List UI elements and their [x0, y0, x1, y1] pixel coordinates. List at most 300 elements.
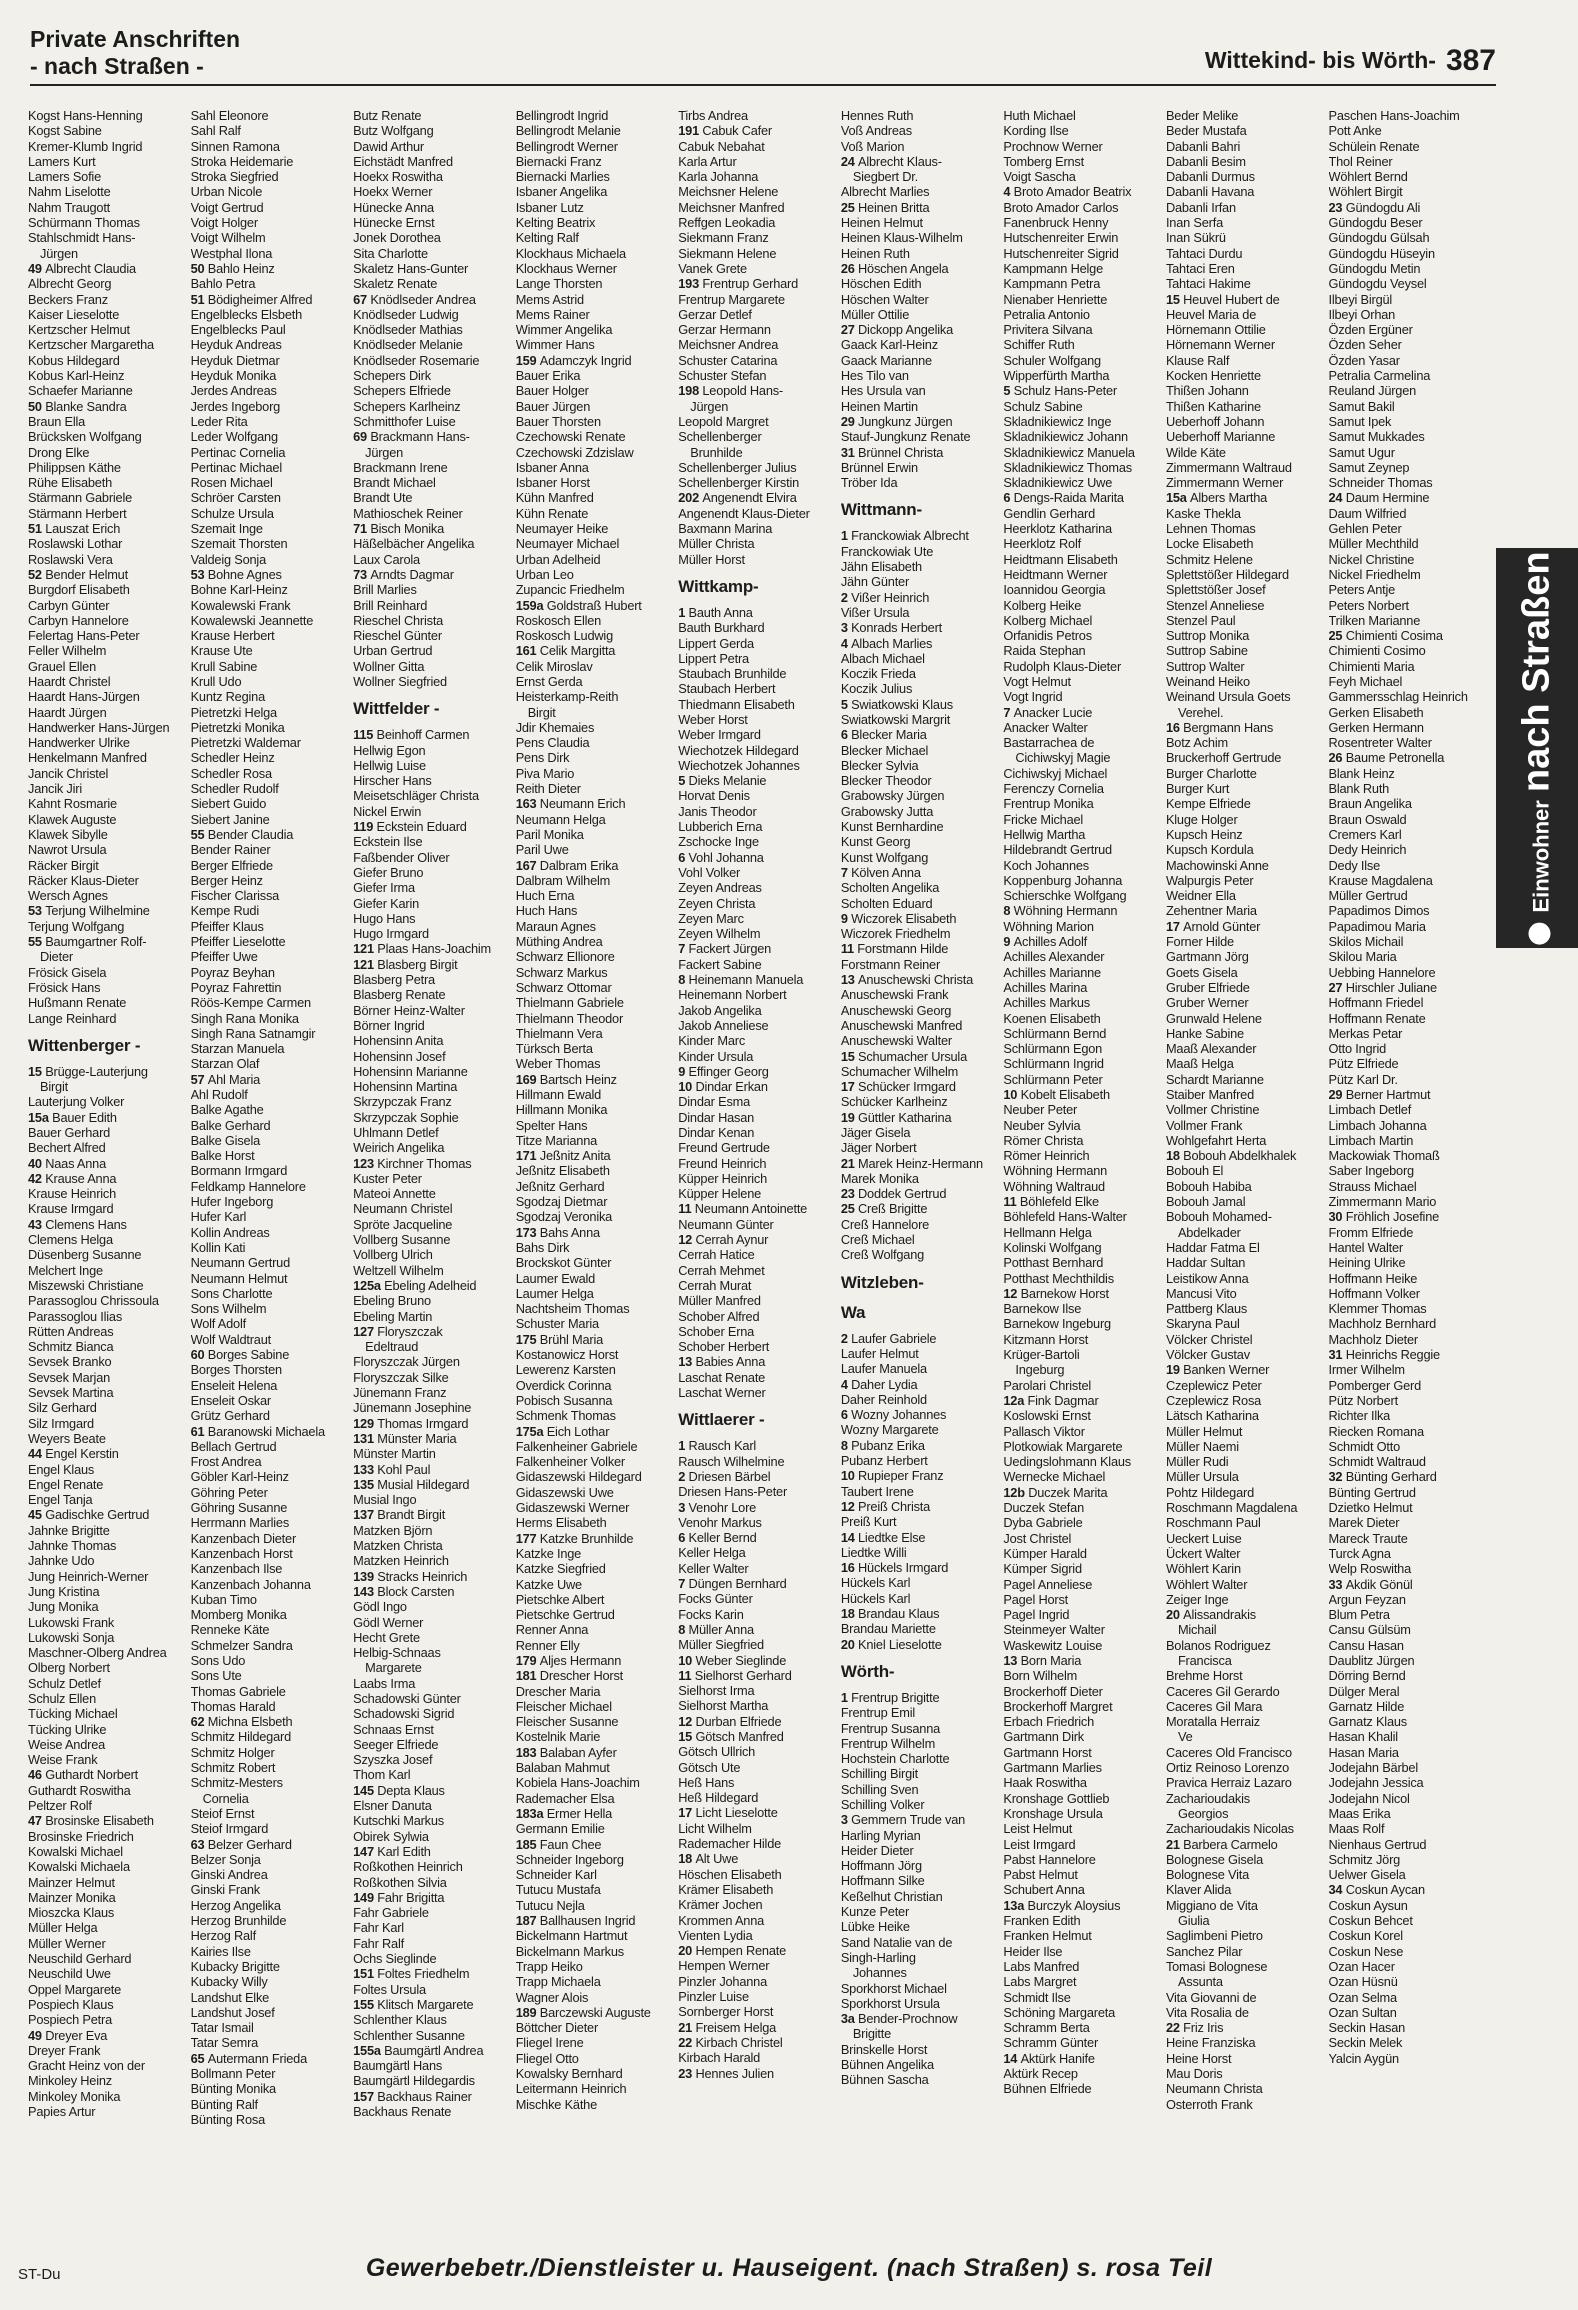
- resident-entry: Achilles Marianne: [1003, 964, 1101, 980]
- resident-entry: Inan Serfa: [1165, 215, 1223, 231]
- resident-entry: 57 Ahl Maria: [190, 1071, 261, 1087]
- resident-entry: Skladnikiewicz Inge: [1003, 413, 1112, 429]
- resident-entry: Maas Erika: [1328, 1805, 1391, 1821]
- resident-entry: Janis Theodor: [678, 803, 757, 819]
- resident-entry: Völcker Christel: [1165, 1331, 1253, 1347]
- resident-entry: Zacharioudakis Nicolas: [1165, 1821, 1294, 1837]
- house-number: 121: [353, 941, 378, 957]
- house-number: 157: [353, 2088, 378, 2104]
- resident-entry: Goets Gisela: [1165, 964, 1238, 980]
- resident-entry: 12 Cerrah Aynur: [678, 1232, 769, 1248]
- resident-entry: Dzietko Helmut: [1328, 1500, 1413, 1516]
- resident-entry: Mischke Käthe: [515, 2096, 598, 2112]
- resident-entry: Böttcher Dieter: [515, 2020, 599, 2036]
- directory-column: [191, 108, 351, 2168]
- resident-entry: Burger Charlotte: [1165, 765, 1257, 781]
- resident-entry: Rosen Michael: [190, 475, 273, 491]
- house-number: 63: [190, 1836, 208, 1852]
- resident-entry: Thielmann Gabriele: [515, 995, 624, 1011]
- resident-entry: Pohtz Hildegard: [1165, 1484, 1254, 1500]
- resident-entry: 23 Doddek Gertrud: [840, 1186, 947, 1202]
- house-number: 31: [840, 444, 859, 460]
- resident-entry: Jähn Günter: [840, 574, 910, 590]
- resident-entry: Knödlseder Mathias: [353, 322, 463, 338]
- house-number: 24: [840, 153, 859, 169]
- resident-entry: Mainzer Monika: [28, 1889, 116, 1905]
- resident-entry: 10 Dindar Erkan: [678, 1079, 768, 1095]
- resident-entry: 55 Bender Claudia: [190, 826, 294, 842]
- resident-entry: Jähn Elisabeth: [840, 559, 922, 575]
- resident-entry: Müller Helga: [28, 1920, 98, 1936]
- resident-entry: Francisca: [1177, 1652, 1232, 1668]
- resident-entry: Höschen Elisabeth: [678, 1866, 782, 1882]
- resident-entry: Pfeiffer Klaus: [190, 918, 264, 934]
- resident-entry: Ferenczy Cornelia: [1003, 781, 1104, 797]
- resident-entry: Paril Uwe: [515, 842, 569, 858]
- resident-entry: Gartmann Dirk: [1003, 1729, 1084, 1745]
- resident-entry: Pubanz Herbert: [840, 1453, 928, 1469]
- resident-entry: Brill Marlies: [353, 582, 417, 598]
- resident-entry: Haardt Jürgen: [28, 704, 107, 720]
- resident-entry: Anuschewski Frank: [840, 987, 949, 1003]
- house-number: 161: [515, 643, 540, 659]
- resident-entry: Kühn Renate: [515, 505, 589, 521]
- resident-entry: Suttrop Walter: [1165, 658, 1245, 674]
- resident-entry: Hoffmann Jörg: [840, 1858, 922, 1874]
- resident-entry: Leistikow Anna: [1165, 1270, 1249, 1286]
- resident-entry: 161 Celik Margitta: [515, 643, 616, 659]
- resident-entry: Schneider Ingeborg: [515, 1851, 624, 1867]
- resident-entry: Ueckert Luise: [1165, 1530, 1242, 1546]
- resident-entry: Mioszcka Klaus: [28, 1905, 115, 1921]
- resident-entry: Raida Stephan: [1003, 643, 1086, 659]
- resident-entry: Braun Oswald: [1328, 811, 1407, 827]
- house-number: 46: [28, 1767, 46, 1783]
- resident-entry: Kubacky Willy: [190, 1974, 268, 1990]
- resident-entry: 125a Ebeling Adelheid: [353, 1277, 477, 1293]
- resident-entry: Voigt Holger: [190, 215, 258, 231]
- street-heading: Wittfelder -: [353, 699, 440, 719]
- resident-entry: Schaefer Marianne: [28, 383, 133, 399]
- resident-entry: Matzken Björn: [353, 1522, 433, 1538]
- bullet-icon: [1529, 923, 1551, 945]
- resident-entry: Rudolph Klaus-Dieter: [1003, 658, 1122, 674]
- resident-entry: 21 Freisem Helga: [678, 2019, 777, 2035]
- resident-entry: Nickel Erwin: [353, 803, 422, 819]
- house-number: 7: [1003, 704, 1014, 720]
- resident-entry: Brinskelle Horst: [840, 2041, 928, 2057]
- house-number: 12b: [1003, 1484, 1029, 1500]
- page-number: 387: [1445, 44, 1496, 77]
- resident-entry: Brackmann Irene: [353, 459, 448, 475]
- resident-entry: Özden Yasar: [1328, 352, 1400, 368]
- resident-entry: Jahnke Brigitte: [28, 1522, 110, 1538]
- resident-entry: Matzken Heinrich: [353, 1553, 449, 1569]
- resident-entry: Neumann Günter: [678, 1216, 774, 1232]
- house-number: 10: [1003, 1087, 1021, 1102]
- page-range-header: [1205, 46, 1496, 75]
- house-number: 183: [515, 1744, 540, 1760]
- resident-entry: Gerzar Hermann: [678, 322, 771, 338]
- resident-entry: 22 Kirbach Christel: [678, 2034, 783, 2050]
- resident-entry: Szyszka Josef: [353, 1752, 433, 1768]
- resident-entry: 8 Heinemann Manuela: [678, 972, 804, 988]
- resident-entry: Laumer Ewald: [515, 1270, 596, 1286]
- resident-entry: Pietretzki Monika: [190, 719, 285, 735]
- house-number: 51: [190, 291, 208, 307]
- resident-entry: Jürgen: [690, 398, 729, 414]
- resident-entry: Orfanidis Petros: [1003, 628, 1092, 644]
- resident-entry: 198 Leopold Hans-: [678, 383, 783, 399]
- resident-entry: Bünting Ralf: [190, 2096, 258, 2112]
- resident-entry: Höschen Edith: [840, 276, 922, 292]
- resident-entry: Musial Ingo: [353, 1492, 417, 1508]
- resident-entry: Kowalski Michael: [28, 1843, 123, 1859]
- resident-entry: Müller Naemi: [1165, 1438, 1239, 1454]
- house-number: 27: [840, 322, 859, 338]
- resident-entry: Hünecke Ernst: [353, 215, 435, 231]
- resident-entry: 13a Burczyk Aloysius: [1003, 1897, 1121, 1913]
- resident-entry: Rütten Andreas: [28, 1323, 114, 1339]
- section-header: [30, 26, 240, 80]
- resident-entry: Pallasch Viktor: [1003, 1423, 1085, 1439]
- resident-entry: Pobisch Susanna: [515, 1392, 613, 1408]
- resident-entry: 29 Berner Hartmut: [1328, 1087, 1431, 1102]
- resident-entry: Gödl Werner: [353, 1614, 424, 1630]
- resident-entry: Petralia Carmelina: [1328, 368, 1431, 384]
- resident-entry: Börner Heinz-Walter: [353, 1002, 465, 1018]
- resident-entry: Sand Natalie van de: [840, 1934, 953, 1950]
- resident-entry: 21 Barbera Carmelo: [1165, 1836, 1278, 1852]
- street-range: Wittekind- bis Wörth-: [1204, 47, 1436, 73]
- resident-entry: Schlürmann Bernd: [1003, 1025, 1107, 1041]
- resident-entry: 31 Brünnel Christa: [840, 444, 944, 460]
- resident-entry: 5 Swiatkowski Klaus: [840, 696, 953, 712]
- resident-entry: Leopold Margret: [678, 413, 769, 429]
- resident-entry: 115 Beinhoff Carmen: [353, 727, 470, 743]
- resident-entry: 52 Bender Helmut: [28, 566, 128, 582]
- resident-entry: Preiß Kurt: [840, 1514, 897, 1530]
- resident-entry: 25 Heinen Britta: [840, 199, 930, 215]
- house-number: 7: [678, 941, 689, 957]
- resident-entry: Kubacky Brigitte: [190, 1958, 280, 1974]
- street-heading: Wittmann-: [840, 500, 922, 520]
- resident-entry: Bauer Jürgen: [515, 398, 591, 414]
- house-number: 127: [353, 1323, 378, 1339]
- resident-entry: Kogst Sabine: [28, 123, 102, 139]
- resident-entry: Bickelmann Hartmut: [515, 1928, 628, 1944]
- resident-entry: 121 Plaas Hans-Joachim: [353, 941, 491, 957]
- resident-entry: Dedy Heinrich: [1328, 842, 1407, 858]
- resident-entry: Falkenheiner Gabriele: [515, 1438, 638, 1454]
- resident-entry: Urban Nicole: [190, 184, 263, 200]
- resident-entry: Thielmann Theodor: [515, 1010, 624, 1026]
- resident-entry: Göhring Susanne: [190, 1500, 288, 1516]
- resident-entry: Sanchez Pilar: [1165, 1943, 1243, 1959]
- resident-entry: Hörnemann Ottilie: [1165, 322, 1266, 338]
- resident-entry: Weise Andrea: [28, 1736, 106, 1752]
- resident-entry: Krämer Elisabeth: [678, 1881, 774, 1897]
- resident-entry: Dindar Hasan: [678, 1109, 755, 1125]
- resident-entry: Zeyen Wilhelm: [678, 926, 761, 942]
- resident-entry: Pfeiffer Lieselotte: [190, 934, 286, 950]
- resident-entry: Skilos Michail: [1328, 934, 1404, 950]
- resident-entry: Roskosch Ellen: [515, 612, 602, 628]
- resident-entry: Sornberger Horst: [678, 2004, 774, 2020]
- resident-entry: Müller Gertrud: [1328, 888, 1408, 904]
- resident-entry: Vollmer Frank: [1165, 1117, 1243, 1133]
- resident-entry: Müller Christa: [678, 536, 755, 552]
- resident-entry: Hückels Karl: [840, 1590, 911, 1606]
- resident-entry: 139 Stracks Heinrich: [353, 1568, 468, 1584]
- resident-entry: Vogt Helmut: [1003, 673, 1071, 689]
- resident-entry: Splettstößer Hildegard: [1165, 566, 1289, 582]
- resident-entry: Stroka Siegfried: [190, 169, 279, 185]
- resident-entry: Eichstädt Manfred: [353, 153, 453, 169]
- resident-entry: Belzer Sonja: [190, 1851, 261, 1867]
- resident-entry: 30 Fröhlich Josefine: [1328, 1209, 1440, 1225]
- resident-entry: Samut Ugur: [1328, 444, 1395, 460]
- resident-entry: Hünecke Anna: [353, 199, 434, 215]
- resident-entry: 61 Baranowski Michaela: [190, 1423, 325, 1439]
- resident-entry: Vienten Lydia: [678, 1927, 753, 1943]
- resident-entry: Gartmann Horst: [1003, 1744, 1092, 1760]
- resident-entry: 163 Neumann Erich: [515, 796, 626, 812]
- resident-entry: 18 Bobouh Abdelkhalek: [1165, 1148, 1297, 1164]
- resident-entry: Privitera Silvana: [1003, 322, 1093, 338]
- resident-entry: Brunhilde: [690, 444, 743, 460]
- resident-entry: Floryszczak Jürgen: [353, 1354, 460, 1370]
- resident-entry: Drong Elke: [28, 444, 90, 460]
- house-number: 125a: [353, 1277, 385, 1293]
- resident-entry: Müller Rudi: [1165, 1454, 1229, 1470]
- side-tab-line1: Einwohner: [1528, 800, 1554, 913]
- resident-entry: 7 Anacker Lucie: [1003, 704, 1093, 720]
- resident-entry: 13 Babies Anna: [678, 1354, 766, 1370]
- resident-entry: Lukowski Sonja: [28, 1629, 115, 1645]
- resident-entry: Zeyen Christa: [678, 895, 756, 911]
- house-number: 7: [678, 1576, 689, 1592]
- resident-entry: Prochnow Werner: [1003, 138, 1103, 154]
- resident-entry: Kolinski Wolfgang: [1003, 1239, 1102, 1255]
- resident-entry: Thomas Gabriele: [190, 1683, 286, 1699]
- resident-entry: Urban Adelheid: [515, 551, 601, 567]
- resident-entry: Cerrah Mehmet: [678, 1262, 765, 1278]
- resident-entry: Haddar Sultan: [1165, 1255, 1246, 1271]
- resident-entry: Schuster Catarina: [678, 352, 778, 368]
- resident-entry: Schedler Rosa: [190, 765, 272, 781]
- resident-entry: Karla Johanna: [678, 169, 759, 185]
- house-number: 121: [353, 956, 378, 972]
- resident-entry: Krämer Jochen: [678, 1897, 763, 1913]
- resident-entry: Krause Magdalena: [1328, 872, 1433, 888]
- resident-entry: Müller Siegfried: [678, 1637, 764, 1653]
- resident-entry: Samut Ipek: [1328, 413, 1392, 429]
- resident-entry: Herrmann Marlies: [190, 1515, 290, 1531]
- resident-entry: Wohlgefahrt Herta: [1165, 1132, 1267, 1148]
- resident-entry: Dabanli Bahri: [1165, 138, 1241, 154]
- resident-entry: Matzken Christa: [353, 1538, 443, 1554]
- resident-entry: Broto Amador Carlos: [1003, 199, 1119, 215]
- resident-entry: Trapp Michaela: [515, 1974, 601, 1990]
- resident-entry: Wöhlert Bernd: [1328, 169, 1408, 185]
- resident-entry: Enseleit Oskar: [190, 1392, 271, 1408]
- resident-entry: Ginski Frank: [190, 1882, 260, 1898]
- resident-entry: Leitermann Heinrich: [515, 2081, 627, 2097]
- resident-entry: 45 Gadischke Gertrud: [28, 1507, 150, 1523]
- resident-entry: Heyduk Monika: [190, 368, 277, 384]
- resident-entry: Zschocke Inge: [678, 834, 759, 850]
- house-number: 175: [515, 1331, 540, 1347]
- resident-entry: Hes Ursula van: [840, 383, 926, 399]
- resident-entry: Huch Hans: [515, 903, 578, 919]
- resident-entry: Dabanli Besim: [1165, 153, 1246, 169]
- resident-entry: Schmitz Bianca: [28, 1339, 114, 1355]
- resident-entry: Jodejahn Nicol: [1328, 1790, 1410, 1806]
- resident-entry: Welp Roswitha: [1328, 1561, 1412, 1577]
- resident-entry: Falkenheiner Volker: [515, 1454, 625, 1470]
- resident-entry: Starzan Olaf: [190, 1056, 260, 1072]
- resident-entry: Pospiech Klaus: [28, 1996, 114, 2012]
- resident-entry: Wöhning Marion: [1003, 918, 1094, 934]
- resident-entry: Laufer Helmut: [840, 1345, 919, 1361]
- resident-entry: Hoffmann Heike: [1328, 1270, 1418, 1286]
- resident-entry: Gerzar Detlef: [678, 306, 752, 322]
- resident-entry: 7 Kölven Anna: [840, 864, 921, 880]
- resident-entry: Kinder Marc: [678, 1033, 746, 1049]
- resident-entry: Verehel.: [1177, 704, 1224, 720]
- resident-entry: Cichiwskyj Magie: [1015, 750, 1111, 766]
- house-number: 175a: [515, 1423, 547, 1439]
- house-number: 27: [1328, 979, 1346, 995]
- resident-entry: Klawek Auguste: [28, 811, 117, 827]
- resident-entry: Schubert Anna: [1003, 1882, 1085, 1898]
- house-number: 17: [678, 1805, 696, 1821]
- resident-entry: 185 Faun Chee: [515, 1836, 602, 1852]
- resident-entry: 119 Eckstein Eduard: [353, 819, 467, 835]
- resident-entry: Albrecht Marlies: [840, 184, 930, 200]
- header-rule: [30, 84, 1496, 86]
- resident-entry: Brockerhoff Margret: [1003, 1698, 1113, 1714]
- resident-entry: Häßelbächer Angelika: [353, 536, 475, 552]
- resident-entry: Bünting Monika: [190, 2081, 276, 2097]
- resident-entry: Bolognese Vita: [1165, 1867, 1249, 1883]
- house-number: 50: [28, 398, 46, 414]
- resident-entry: 31 Heinrichs Reggie: [1328, 1347, 1440, 1363]
- resident-entry: Nickel Christine: [1328, 551, 1415, 567]
- resident-entry: Gaack Karl-Heinz: [840, 337, 938, 353]
- resident-entry: Anuschewski Walter: [840, 1033, 952, 1049]
- resident-entry: Frentrup Wilhelm: [840, 1735, 936, 1751]
- resident-entry: Göhring Peter: [190, 1484, 268, 1500]
- house-number: 21: [840, 1155, 859, 1171]
- resident-entry: Limbach Detlef: [1328, 1102, 1412, 1118]
- resident-entry: Brehme Horst: [1165, 1668, 1243, 1684]
- resident-entry: Steinmeyer Walter: [1003, 1622, 1105, 1638]
- resident-entry: 25 Chimienti Cosima: [1328, 628, 1443, 644]
- house-number: 49: [28, 2027, 46, 2043]
- house-number: 10: [678, 1079, 696, 1095]
- house-number: 179: [515, 1652, 540, 1668]
- resident-entry: Pinzler Luise: [678, 1989, 749, 2005]
- resident-entry: Skaletz Renate: [353, 276, 438, 292]
- resident-entry: Waskewitz Louise: [1003, 1637, 1103, 1653]
- house-number: 29: [840, 413, 859, 429]
- resident-entry: Schiffer Ruth: [1003, 337, 1075, 353]
- house-number: 185: [515, 1836, 540, 1852]
- resident-entry: Driesen Hans-Peter: [678, 1484, 788, 1500]
- resident-entry: Birgit: [40, 1079, 68, 1095]
- house-number: 183a: [515, 1805, 547, 1821]
- resident-entry: Bormann Irmgard: [190, 1163, 288, 1179]
- resident-entry: 71 Bisch Monika: [353, 521, 445, 537]
- resident-entry: Hoffmann Silke: [840, 1873, 925, 1889]
- house-number: 159a: [515, 597, 547, 613]
- house-number: 57: [190, 1071, 208, 1087]
- resident-entry: Schulz Ellen: [28, 1690, 97, 1706]
- section-side-tab: [1496, 548, 1578, 948]
- resident-entry: Weber Thomas: [515, 1056, 601, 1072]
- resident-entry: Stenzel Paul: [1165, 612, 1236, 628]
- resident-entry: Trapp Heiko: [515, 1958, 583, 1974]
- resident-entry: Pabst Hannelore: [1003, 1851, 1096, 1867]
- house-number: 20: [1165, 1607, 1184, 1623]
- resident-entry: Brockskot Günter: [515, 1255, 612, 1271]
- resident-entry: Lamers Kurt: [28, 153, 96, 169]
- resident-entry: Splettstößer Josef: [1165, 582, 1266, 598]
- house-number: 55: [28, 934, 46, 950]
- directory-column: [353, 108, 513, 2168]
- resident-entry: Garnatz Hilde: [1328, 1698, 1405, 1714]
- house-number: 12: [678, 1713, 696, 1729]
- house-number: 4: [840, 1376, 852, 1392]
- resident-entry: Renneke Käte: [190, 1622, 270, 1638]
- resident-entry: Thißen Katharine: [1165, 398, 1261, 414]
- resident-entry: Roschmann Magdalena: [1165, 1500, 1298, 1516]
- resident-entry: Reith Dieter: [515, 781, 581, 797]
- resident-entry: Pietretzki Helga: [190, 704, 277, 720]
- resident-entry: 19 Banken Werner: [1165, 1362, 1270, 1378]
- resident-entry: Brigitte: [852, 2026, 892, 2042]
- resident-entry: Rieschel Christa: [353, 612, 444, 628]
- resident-entry: Räcker Birgit: [28, 857, 99, 873]
- resident-entry: Bühnen Angelika: [840, 2057, 934, 2073]
- resident-entry: Miggiano de Vita: [1165, 1897, 1258, 1913]
- house-number: 131: [353, 1430, 378, 1446]
- resident-entry: Jakob Anneliese: [678, 1017, 769, 1033]
- house-number: 32: [1328, 1469, 1346, 1485]
- resident-entry: Sevsek Martina: [28, 1385, 114, 1401]
- resident-entry: Dedy Ilse: [1328, 857, 1381, 873]
- resident-entry: Cornelia: [202, 1790, 249, 1806]
- resident-entry: Ozan Hacer: [1328, 1958, 1395, 1974]
- resident-entry: Franken Helmut: [1003, 1928, 1092, 1944]
- resident-entry: Dyba Gabriele: [1003, 1515, 1083, 1531]
- resident-entry: 29 Jungkunz Jürgen: [840, 413, 953, 429]
- resident-entry: Blasberg Petra: [353, 972, 435, 988]
- resident-entry: Feller Wilhelm: [28, 643, 107, 659]
- resident-entry: Kollin Kati: [190, 1239, 246, 1255]
- resident-entry: Kertzscher Margaretha: [28, 337, 154, 353]
- resident-entry: Kording Ilse: [1003, 123, 1069, 139]
- resident-entry: Ingeburg: [1015, 1362, 1065, 1378]
- resident-entry: Kowalsky Bernhard: [515, 2066, 623, 2081]
- resident-entry: Roslawski Vera: [28, 551, 113, 567]
- resident-entry: Limbach Johanna: [1328, 1117, 1427, 1133]
- resident-entry: Baumgärtl Hildegardis: [353, 2073, 475, 2089]
- resident-entry: Jerdes Andreas: [190, 383, 277, 399]
- resident-entry: Reffgen Leokadia: [678, 215, 776, 231]
